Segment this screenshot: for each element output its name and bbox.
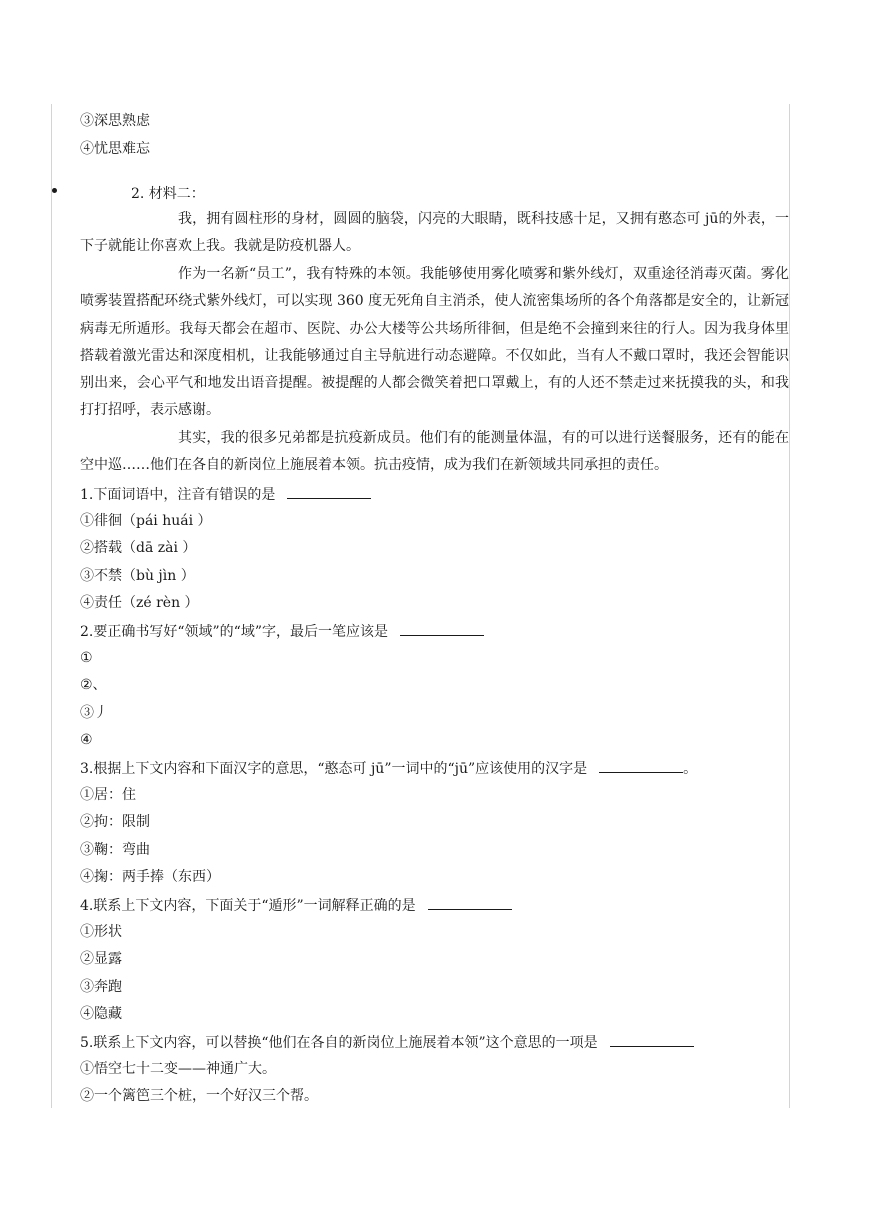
question-1 [80,484,371,504]
prev-option-3: ③深思熟虑 [80,113,150,129]
answer-blank[interactable] [287,484,371,499]
q2-option-1: ① [80,650,93,666]
q5-option-2: ②一个篱笆三个桩，一个好汉三个帮。 [80,1088,318,1104]
list-bullet [52,188,57,193]
right-margin-line [789,104,790,1108]
q4-option-1: ①形状 [80,924,122,940]
answer-blank[interactable] [400,621,484,636]
question-prompt: 3.根据上下文内容和下面汉字的意思，“憨态可 jū”一词中的“jū”应该使用的汉字是 [80,761,588,777]
question-3 [80,758,697,778]
q4-option-2: ②显露 [80,951,122,967]
left-margin-line [51,104,52,1108]
answer-blank[interactable] [428,895,512,910]
answer-blank[interactable] [599,758,683,773]
q3-option-4: ④掬：两手捧（东西） [80,869,220,885]
question-prompt: 5.联系上下文内容，可以替换“他们在各自的新岗位上施展着本领”这个意思的一项是 [80,1035,598,1051]
q3-option-1: ①居：住 [80,787,136,803]
prev-option-4: ④忧思难忘 [80,141,150,157]
question-suffix: 。 [683,761,698,777]
question-prompt: 4.联系上下文内容，下面关于“遁形”一词解释正确的是 [80,898,416,914]
question-prompt: 1.下面词语中，注音有错误的是 [80,487,276,503]
q3-option-3: ③鞠：弯曲 [80,842,150,858]
q2-option-2: ②、 [80,677,107,693]
passage-paragraph-1: 我，拥有圆柱形的身材，圆圆的脑袋，闪亮的大眼睛，既科技感十足，又拥有憨态可 jū的外表，一下子就能让你喜欢上我。我就是防疫机器人。 [80,211,789,255]
q2-option-4: ④ [80,732,93,748]
q1-option-1: ①徘徊（pái huái ） [80,513,212,529]
question-2 [80,621,484,641]
q1-option-3: ③不禁（bù jìn ） [80,568,195,584]
q1-option-2: ②搭载（dā zài ） [80,540,197,556]
q1-option-4: ④责任（zé rèn ） [80,595,199,611]
q5-option-1: ①悟空七十二变——神通广大。 [80,1061,276,1077]
question-4 [80,895,512,915]
q2-option-3: ③丿 [80,705,108,721]
q3-option-2: ②拘：限制 [80,814,150,830]
answer-blank[interactable] [610,1032,694,1047]
q4-option-4: ④隐藏 [80,1006,122,1022]
passage-paragraph-2: 作为一名新“员工”，我有特殊的本领。我能够使用雾化喷雾和紫外线灯，双重途径消毒灭菌。雾化喷雾装置搭配环绕式紫外线灯，可以实现 360 度无死角自主消杀，使人流密集场所的各个角落都是安全的，让新冠病毒无所遁形。我每天都会在超市、医院、办公大楼等公共场所徘徊，但是绝不会撞到来往的行人。因为我身体里搭载着激光雷达和深度相机，让我能够通过自主导航进行动态避障。不仅如此，当有人不戴口罩时，我还会智能识别出来，会心平气和地发出语音提醒。被提醒的人都会微笑着把口罩戴上，有的人还不禁走过来抚摸我的头，和我打打招呼，表示感谢。 [80,266,789,419]
question-prompt: 2.要正确书写好“领域”的“域”字，最后一笔应该是 [80,624,388,640]
passage-paragraph-3: 其实，我的很多兄弟都是抗疫新成员。他们有的能测量体温，有的可以进行送餐服务，还有的能在空中巡……他们在各自的新岗位上施展着本领。抗击疫情，成为我们在新领域共同承担的责任。 [80,430,789,474]
section-heading: 2. 材料二： [131,186,205,202]
q4-option-3: ③奔跑 [80,979,122,995]
question-5 [80,1032,694,1052]
